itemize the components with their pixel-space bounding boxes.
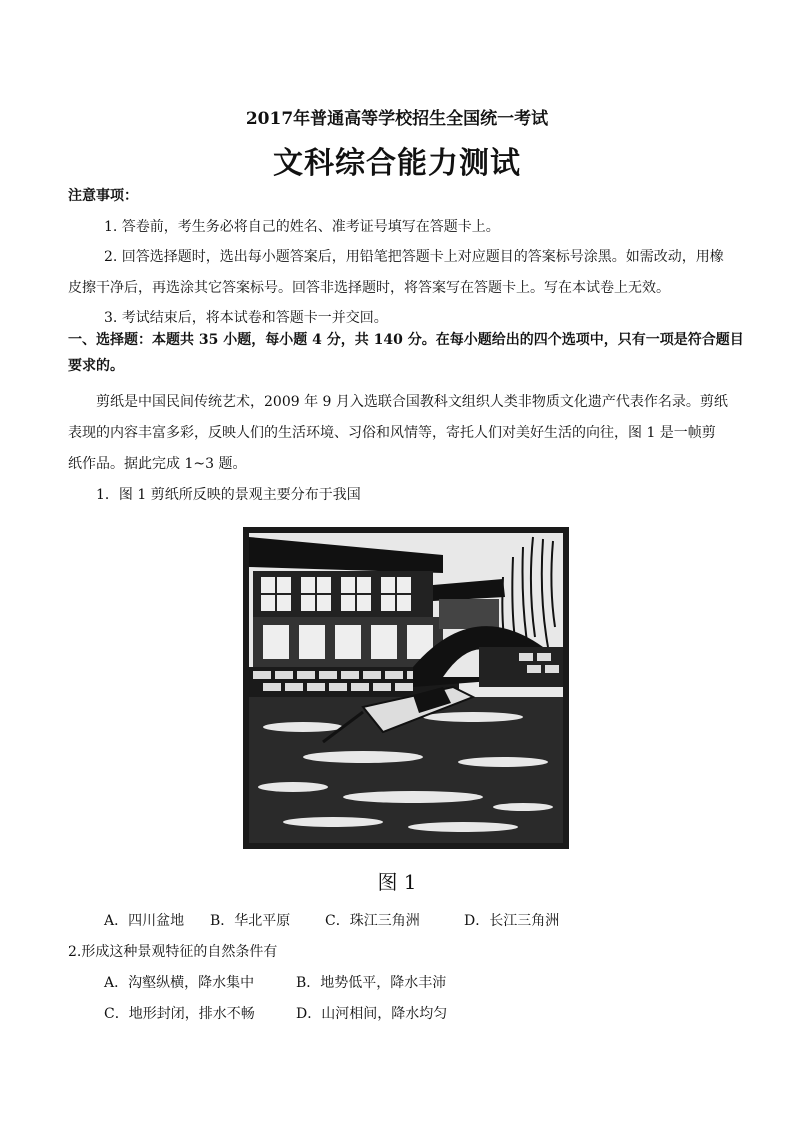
passage-line-3: 纸作品。据此完成 1~3 题。 bbox=[68, 456, 247, 472]
q1-option-a: A．四川盆地 bbox=[104, 913, 185, 929]
question-2-stem: 2.形成这种景观特征的自然条件有 bbox=[68, 944, 278, 960]
q2-option-a: A．沟壑纵横，降水集中 bbox=[104, 975, 255, 991]
q2-option-c: C．地形封闭，排水不畅 bbox=[104, 1006, 255, 1022]
q1-option-d: D．长江三角洲 bbox=[464, 913, 560, 929]
notice-heading: 注意事项： bbox=[68, 188, 138, 204]
q1-option-c: C．珠江三角洲 bbox=[325, 913, 420, 929]
q2-option-b: B．地势低平，降水丰沛 bbox=[296, 975, 447, 991]
question-1-stem: 1．图 1 剪纸所反映的景观主要分布于我国 bbox=[96, 487, 361, 503]
notice-item-2-line-2: 皮擦干净后，再选涂其它答案标号。回答非选择题时，将答案写在答题卡上。写在本试卷上无效。 bbox=[68, 280, 670, 296]
figure-caption: 图 1 bbox=[377, 870, 417, 894]
passage-line-2: 表现的内容丰富多彩，反映人们的生活环境、习俗和风情等，寄托人们对美好生活的向往，图 1 是一帧剪 bbox=[68, 425, 716, 441]
exam-subtitle: 2017年普通高等学校招生全国统一考试 bbox=[245, 109, 549, 129]
section-heading-line-2: 要求的。 bbox=[68, 358, 124, 374]
notice-item-3: 3. 考试结束后，将本试卷和答题卡一并交回。 bbox=[104, 310, 388, 326]
section-heading-line-1: 一、选择题：本题共 35 小题，每小题 4 分，共 140 分。在每小题给出的四个选项中，只有一项是符合题目 bbox=[68, 332, 744, 348]
paper-cut-illustration bbox=[243, 527, 569, 849]
q1-option-b: B．华北平原 bbox=[210, 913, 291, 929]
q2-option-d: D．山河相间，降水均匀 bbox=[296, 1006, 448, 1022]
exam-title: 文科综合能力测试 bbox=[273, 146, 521, 181]
notice-item-1: 1. 答卷前，考生务必将自己的姓名、准考证号填写在答题卡上。 bbox=[104, 219, 500, 235]
passage-line-1: 剪纸是中国民间传统艺术，2009 年 9 月入选联合国教科文组织人类非物质文化遗产代表作名录。剪纸 bbox=[96, 394, 728, 410]
notice-item-2-line-1: 2. 回答选择题时，选出每小题答案后，用铅笔把答题卡上对应题目的答案标号涂黑。如需改动，用橡 bbox=[104, 249, 724, 265]
